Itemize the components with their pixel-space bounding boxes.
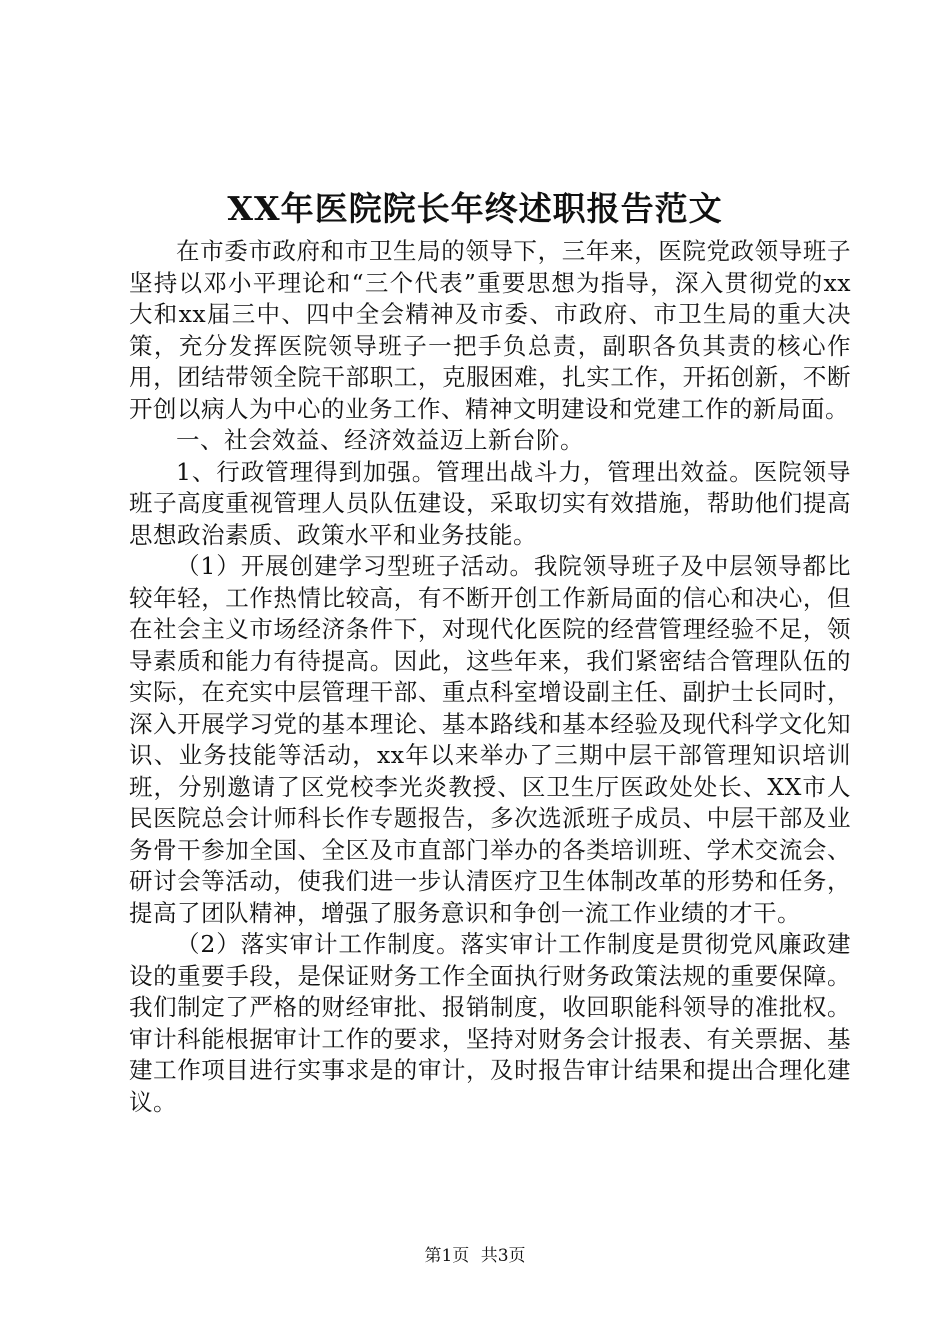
paragraph-audit-system: （2）落实审计工作制度。落实审计工作制度是贯彻党风廉政建设的重要手段，是保证财务工作全面执行财务政策法规的重要保障。我们制定了严格的财经审批、报销制度，收回职能科领导的准批权。审计科能根据审计工作的要求，坚持对财务会计报表、有关票据、基建工作项目进行实事求是的审计，及时报告审计结果和提出合理化建议。 [129,930,851,1116]
page-total: 共3页 [480,1246,526,1266]
document-title: XX年医院院长年终述职报告范文 [227,189,723,228]
paragraph-intro: 在市委市政府和市卫生局的领导下，三年来，医院党政领导班子坚持以邓小平理论和“三个代表”重要思想为指导，深入贯彻党的xx大和xx届三中、四中全会精神及市委、市政府、市卫生局的重大决策，充分发挥医院领导班子一把手负总责，副职各负其责的核心作用，团结带领全院干部职工，克服困难，扎实工作，开拓创新，不断开创以病人为中心的业务工作、精神文明建设和党建工作的新局面。 [129,237,851,423]
page-footer [0,1244,950,1268]
paragraph-admin-management: 1、行政管理得到加强。管理出战斗力，管理出效益。医院领导班子高度重视管理人员队伍建设，采取切实有效措施，帮助他们提高思想政治素质、政策水平和业务技能。 [129,457,851,549]
page-number: 第1页 [424,1246,470,1266]
document-body [129,236,851,1118]
section-heading-1: 一、社会效益、经济效益迈上新台阶。 [176,426,584,454]
paragraph-learning-team: （1）开展创建学习型班子活动。我院领导班子及中层领导都比较年轻，工作热情比较高，有不断开创工作新局面的信心和决心，但在社会主义市场经济条件下，对现代化医院的经营管理经验不足，领导素质和能力有待提高。因此，这些年来，我们紧密结合管理队伍的实际，在充实中层管理干部、重点科室增设副主任、副护士长同时，深入开展学习党的基本理论、基本路线和基本经验及现代科学文化知识、业务技能等活动，xx年以来举办了三期中层干部管理知识培训班，分别邀请了区党校李光炎教授、区卫生厅医政处处长、XX市人民医院总会计师科长作专题报告，多次选派班子成员、中层干部及业务骨干参加全国、全区及市直部门举办的各类培训班、学术交流会、研讨会等活动，使我们进一步认清医疗卫生体制改革的形势和任务，提高了团队精神，增强了服务意识和争创一流工作业绩的才干。 [129,552,851,927]
